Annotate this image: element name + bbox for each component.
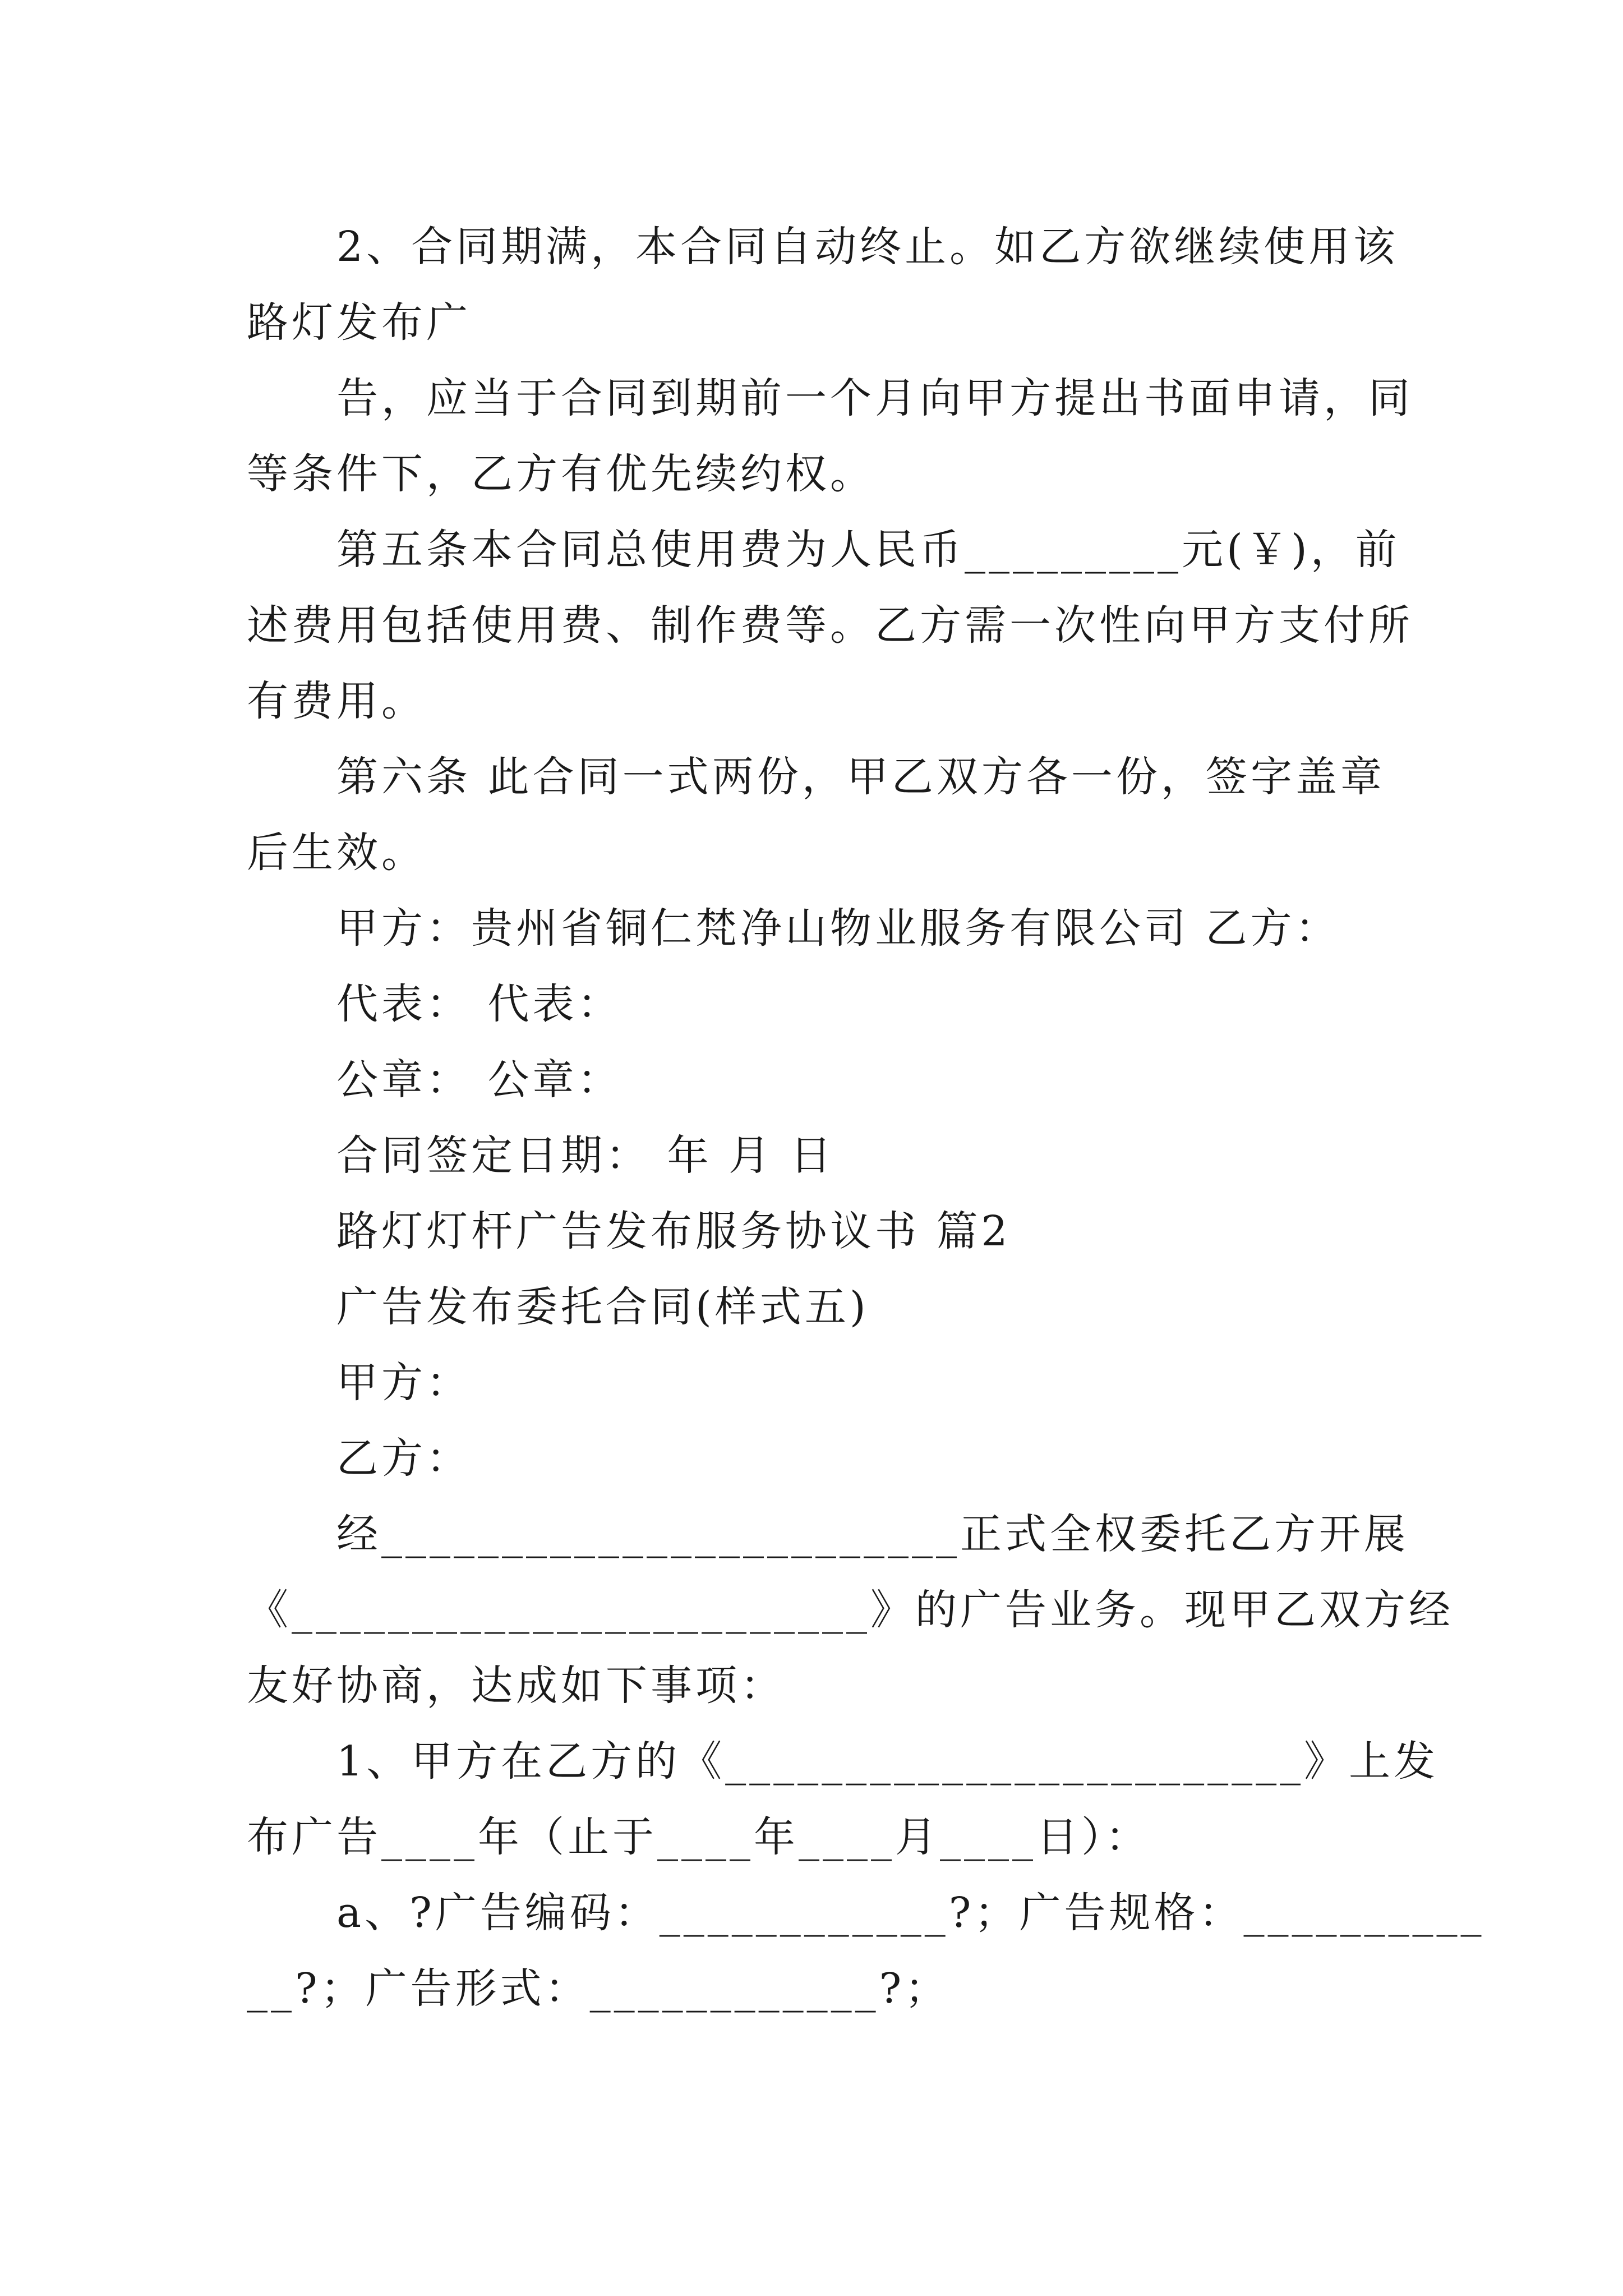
paragraph-line: 合同签定日期： 年 月 日 <box>336 1131 835 1180</box>
paragraph-line: 有费用。 <box>247 677 426 725</box>
paragraph-line: 公章： 公章： <box>336 1056 623 1104</box>
paragraph-line: 甲方：贵州省铜仁梵净山物业服务有限公司 乙方： <box>336 904 1340 953</box>
paragraph-line: 友好协商，达成如下事项： <box>247 1662 785 1710</box>
paragraph-line: 代表： 代表： <box>336 980 623 1028</box>
paragraph-line: a、?广告编码：____________?；广告规格：__________ <box>336 1889 1485 1937</box>
paragraph-line: 述费用包括使用费、制作费等。乙方需一次性向甲方支付所 <box>247 601 1413 650</box>
paragraph-line: 《________________________》的广告业务。现甲乙双方经 <box>247 1586 1454 1634</box>
paragraph-line: 经________________________正式全权委托乙方开展 <box>336 1510 1409 1558</box>
party-a-label: 甲方： <box>336 1359 471 1407</box>
section-heading: 路灯灯杆广告发布服务协议书 篇2 <box>336 1207 1011 1255</box>
party-b-label: 乙方： <box>336 1434 471 1483</box>
paragraph-line: 布广告____年（止于____年____月____日）： <box>247 1813 1150 1861</box>
paragraph-line: __?；广告形式：____________?； <box>247 1964 950 2013</box>
paragraph-line: 后生效。 <box>247 829 426 877</box>
paragraph-line: 2、合同期满，本合同自动终止。如乙方欲继续使用该 <box>336 223 1399 271</box>
paragraph-line: 第六条 此合同一式两份，甲乙双方各一份，签字盖章 <box>336 753 1385 801</box>
paragraph-line: 1、甲方在乙方的《________________________》上发 <box>336 1737 1439 1786</box>
paragraph-line: 等条件下，乙方有优先续约权。 <box>247 450 875 498</box>
paragraph-line: 第五条本合同总使用费为人民币_________元(￥)，前 <box>336 526 1400 574</box>
document-title: 广告发布委托合同(样式五) <box>336 1283 869 1331</box>
paragraph-line: 路灯发布广 <box>247 298 471 347</box>
paragraph-line: 告，应当于合同到期前一个月向甲方提出书面申请，同 <box>336 374 1413 422</box>
